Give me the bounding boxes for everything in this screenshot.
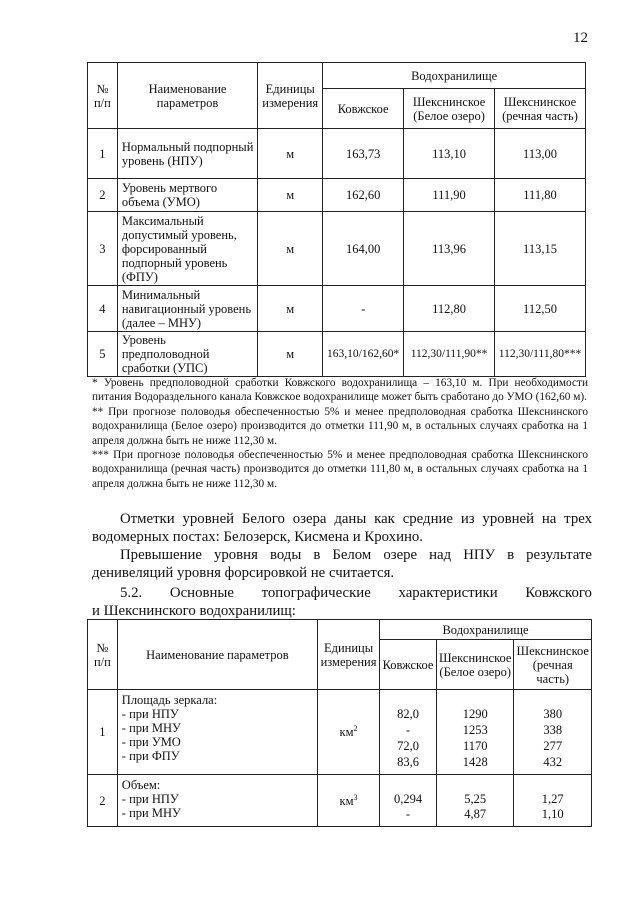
row-unit <box>318 690 380 775</box>
row-value: 113,96 <box>404 212 495 286</box>
row-name: Максимальный допустимый уровень, форсированный подпорный уровень (ФПУ) <box>117 212 257 286</box>
paragraph-excess: Превышение уровня воды в Белом озере над НПУ в результате денивеляций уровня форсировкой не считается. <box>92 547 592 581</box>
cell-value: 1170 <box>462 739 488 753</box>
cell-value: 5,25 <box>464 792 487 806</box>
heading-word: характеристики <box>398 585 498 601</box>
header-reservoir: Водохранилище <box>323 63 586 89</box>
cell-value: 1290 <box>462 707 488 721</box>
row-values <box>436 690 513 775</box>
table-row <box>88 129 586 179</box>
header-num: № п/п <box>88 620 118 690</box>
page-number: 12 <box>573 30 588 46</box>
row-unit <box>318 775 380 827</box>
row-name: Минимальный навигационный уровень (далее – МНУ) <box>117 286 257 332</box>
row-num: 5 <box>88 332 118 377</box>
unit-text: км <box>339 725 354 739</box>
row-value: 111,80 <box>495 179 586 212</box>
table-row <box>88 179 586 212</box>
row-num: 2 <box>88 179 118 212</box>
row-values <box>514 775 592 827</box>
cell-value: 4,87 <box>464 807 487 821</box>
row-unit: м <box>258 179 323 212</box>
row-num: 2 <box>88 775 118 827</box>
row-value: 112,50 <box>495 286 586 332</box>
row-values <box>380 690 437 775</box>
row-num: 1 <box>88 129 118 179</box>
footnote-1: * Уровень предполоводной сработки Ковжского водохранилища – 163,10 м. При необходимости питания Водораздельного канала Ковжское водохранилище может быть сработано до УМО (162,60 м). <box>92 377 588 404</box>
row-item: - при МНУ <box>121 806 181 820</box>
section-heading-line2: и Шекснинского водохранилищ: <box>92 603 296 619</box>
row-value: 162,60 <box>323 179 404 212</box>
row-name: Уровень мертвого объема (УМО) <box>117 179 257 212</box>
header-num: № п/п <box>88 63 118 129</box>
cell-value: 277 <box>543 739 563 753</box>
row-value: 113,15 <box>495 212 586 286</box>
row-item: - при ФПУ <box>121 749 180 763</box>
header-sheksninskoe-river: Шекснинское (речная часть) <box>495 89 586 129</box>
row-name: Нормальный подпорный уровень (НПУ) <box>117 129 257 179</box>
row-title: Площадь зеркала: <box>121 693 218 707</box>
row-num: 3 <box>88 212 118 286</box>
header-sheksninskoe-river: Шекснинское (речная часть) <box>514 640 592 690</box>
cell-value: 432 <box>543 755 563 769</box>
paragraph-levels: Отметки уровней Белого озера даны как средние из уровней на трех водомерных постах: Белозерск, Кисмена и Крохино. <box>92 511 592 545</box>
cell-value: 82,0 <box>397 707 419 721</box>
table-row <box>88 775 592 827</box>
row-item: - при МНУ <box>121 721 181 735</box>
cell-value: 1428 <box>462 755 488 769</box>
row-value: 163,73 <box>323 129 404 179</box>
heading-word: топографические <box>261 585 371 601</box>
header-sheksninskoe-lake: Шекснинское (Белое озеро) <box>404 89 495 129</box>
header-units: Единицы измерения <box>258 63 323 129</box>
cell-value: 83,6 <box>397 755 419 769</box>
heading-word: Ковжского <box>525 585 592 601</box>
row-num: 1 <box>88 690 118 775</box>
header-name: Наименование параметров <box>117 620 317 690</box>
body-text <box>92 510 592 620</box>
row-unit: м <box>258 332 323 377</box>
footnote-2: ** При прогнозе половодья обеспеченностью 5% и менее предполоводная сработка Шекснинского водохранилища (Белое озеро) производится до отметки 111,90 м, в остальных случаях сработка на 1 апреля должна быть не ниже 112,30 м. <box>92 405 588 447</box>
cell-value: - <box>405 807 411 821</box>
unit-power: 2 <box>353 723 358 733</box>
heading-word: Основные <box>169 585 234 601</box>
row-value: 113,10 <box>404 129 495 179</box>
row-value: 111,90 <box>404 179 495 212</box>
row-item: - при УМО <box>121 735 181 749</box>
row-name <box>117 775 317 827</box>
cell-value: 338 <box>543 723 563 737</box>
row-values <box>380 775 437 827</box>
header-units: Единицы измерения <box>318 620 380 690</box>
row-unit: м <box>258 286 323 332</box>
row-value: - <box>323 286 404 332</box>
row-name <box>117 690 317 775</box>
row-values <box>514 690 592 775</box>
footnote-3: *** При прогнозе половодья обеспеченностью 5% и менее предполоводная сработка Шекснинского водохранилища (речная часть) производится до отметки 111,80 м, в остальных случаях сработка на 1 апреля должна быть не ниже 112,30 м. <box>92 449 588 490</box>
row-item: - при НПУ <box>121 707 179 721</box>
unit-power: 3 <box>353 792 358 802</box>
cell-value: - <box>405 723 411 737</box>
row-name: Уровень предполоводной сработки (УПС) <box>117 332 257 377</box>
header-name: Наименование параметров <box>117 63 257 129</box>
row-value: 163,10/162,60* <box>323 332 404 377</box>
cell-value: 1,27 <box>541 792 564 806</box>
table-row <box>88 286 586 332</box>
row-values <box>436 775 513 827</box>
section-heading <box>92 584 592 602</box>
row-title: Объем: <box>121 778 161 792</box>
unit-text: км <box>339 793 354 808</box>
footnotes <box>92 376 588 491</box>
row-unit: м <box>258 129 323 179</box>
topographic-table <box>87 619 592 827</box>
row-num: 4 <box>88 286 118 332</box>
row-unit: м <box>258 212 323 286</box>
cell-value: 380 <box>543 707 563 721</box>
header-kovzhskoe: Ковжское <box>323 89 404 129</box>
cell-value: 0,294 <box>393 792 423 806</box>
row-value: 113,00 <box>495 129 586 179</box>
section-number: 5.2. <box>120 585 143 601</box>
row-value: 112,80 <box>404 286 495 332</box>
table-row <box>88 690 592 775</box>
row-value: 164,00 <box>323 212 404 286</box>
row-item: - при НПУ <box>121 792 179 806</box>
header-kovzhskoe: Ковжское <box>380 640 437 690</box>
table-row <box>88 212 586 286</box>
header-reservoir: Водохранилище <box>380 620 592 640</box>
row-value: 112,30/111,80*** <box>495 332 586 377</box>
table-row <box>88 332 586 377</box>
cell-value: 72,0 <box>397 739 419 753</box>
row-value: 112,30/111,90** <box>404 332 495 377</box>
cell-value: 1,10 <box>541 807 564 821</box>
reservoir-levels-table <box>87 62 586 377</box>
header-sheksninskoe-lake: Шекснинское (Белое озеро) <box>436 640 513 690</box>
cell-value: 1253 <box>462 723 488 737</box>
